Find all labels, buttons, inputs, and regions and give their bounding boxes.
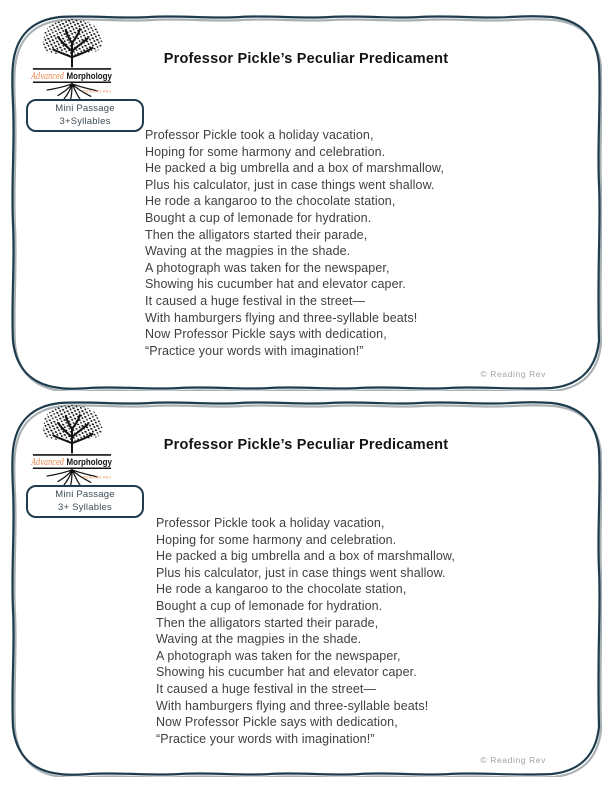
passage-title: Professor Pickle’s Peculiar Predicament <box>163 437 449 453</box>
brand-script-text: Advanced <box>30 71 65 83</box>
passage-card-top <box>10 14 602 391</box>
poem-line: Now Professor Pickle says with dedication, <box>145 327 387 342</box>
brand-sub-text: READING REV <box>82 475 112 480</box>
badge-line1: Mini Passage <box>55 103 115 115</box>
poem-line: Showing his cucumber hat and elevator caper. <box>145 277 406 292</box>
badge-line1: Mini Passage <box>55 489 115 501</box>
poem-line: Bought a cup of lemonade for hydration. <box>145 210 372 225</box>
passage-title: Professor Pickle’s Peculiar Predicament <box>163 51 449 67</box>
poem-line: “Practice your words with imagination!” <box>156 731 375 746</box>
poem-line: Waving at the magpies in the shade. <box>145 244 351 259</box>
passage-card-bottom <box>10 400 602 777</box>
poem-text <box>156 515 455 747</box>
poem-line: Bought a cup of lemonade for hydration. <box>156 598 383 613</box>
brand-bold-text: Morphology <box>66 71 113 82</box>
poem-line: Then the alligators started their parade, <box>145 227 368 242</box>
passage-type-badge <box>26 485 144 518</box>
brand-sub-text: READING REV <box>82 89 112 94</box>
copyright-credit: © Reading Rev <box>480 755 546 765</box>
passage-type-badge <box>26 99 144 132</box>
poem-line: With hamburgers flying and three-syllable beats! <box>156 698 429 713</box>
poem-line: He rode a kangaroo to the chocolate station, <box>145 194 396 209</box>
copyright-credit: © Reading Rev <box>480 369 546 379</box>
poem-line: “Practice your words with imagination!” <box>145 343 364 358</box>
poem-line: Hoping for some harmony and celebration. <box>145 144 386 159</box>
poem-line: A photograph was taken for the newspaper, <box>156 648 401 663</box>
poem-line: It caused a huge festival in the street— <box>145 293 366 308</box>
poem-line: Professor Pickle took a holiday vacation, <box>156 516 385 530</box>
brand-bold-text: Morphology <box>66 457 113 468</box>
poem-line: Plus his calculator, just in case things went shallow. <box>145 177 435 192</box>
poem-text <box>145 127 444 359</box>
poem-line: Then the alligators started their parade, <box>156 615 379 630</box>
poem-line: He packed a big umbrella and a box of marshmallow, <box>145 161 444 176</box>
poem-line: Plus his calculator, just in case things went shallow. <box>156 565 446 580</box>
poem-line: Waving at the magpies in the shade. <box>156 632 362 647</box>
poem-line: With hamburgers flying and three-syllable beats! <box>145 310 418 325</box>
badge-line2: 3+ Syllables <box>58 501 112 513</box>
brand-script-text: Advanced <box>30 457 65 469</box>
poem-line: It caused a huge festival in the street— <box>156 681 377 696</box>
poem-line: Professor Pickle took a holiday vacation, <box>145 128 374 142</box>
badge-line2: 3+Syllables <box>59 115 111 127</box>
poem-line: He packed a big umbrella and a box of marshmallow, <box>156 549 455 564</box>
poem-line: He rode a kangaroo to the chocolate station, <box>156 582 407 597</box>
poem-line: A photograph was taken for the newspaper, <box>145 260 390 275</box>
poem-line: Hoping for some harmony and celebration. <box>156 532 397 547</box>
poem-line: Showing his cucumber hat and elevator caper. <box>156 665 417 680</box>
poem-line: Now Professor Pickle says with dedication, <box>156 715 398 730</box>
